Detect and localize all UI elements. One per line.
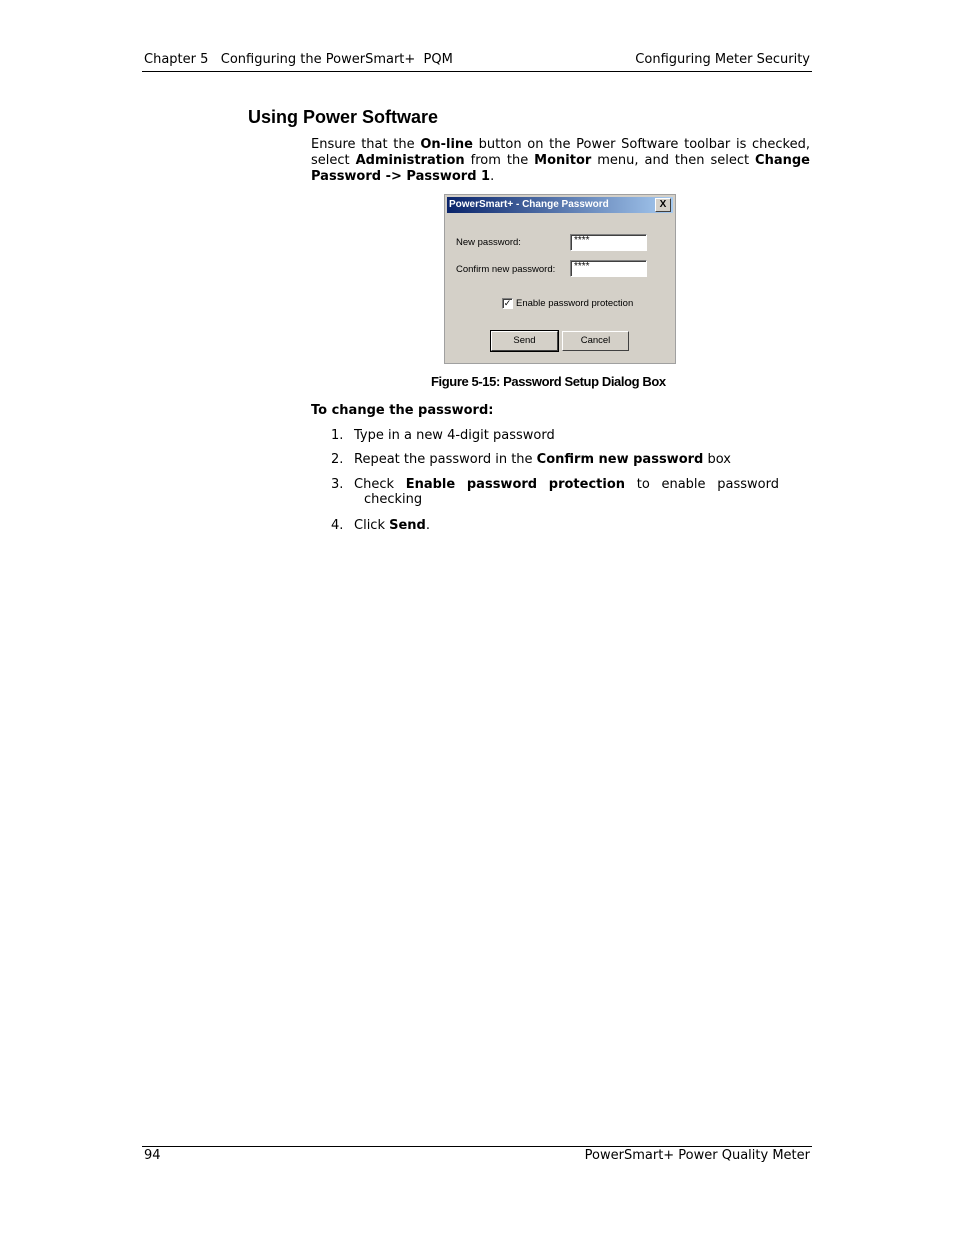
intro-text: menu, and then select [591,153,756,168]
monitor-term: Monitor [534,153,592,168]
step-text: password [717,477,779,492]
enable-protection-label: Enable password protection [516,298,634,309]
step-line [331,477,779,492]
confirm-password-label: Confirm new password: [456,264,556,275]
intro-text: . [490,169,495,184]
step-continuation: checking [364,492,423,507]
footer-title: PowerSmart+ Power Quality Meter [584,1148,810,1163]
step-text: . [425,518,430,533]
online-term: On-line [420,137,473,152]
step-number: 2. [331,452,344,467]
intro-text: from the [464,153,535,168]
section-heading: Using Power Software [248,107,439,127]
procedure-heading: To change the password: [311,403,494,418]
running-header-chapter: Chapter 5 Configuring the PowerSmart+ PQM [144,52,453,67]
intro-paragraph [311,137,810,185]
new-password-field[interactable]: **** [570,234,647,251]
step-text: enable [661,477,706,492]
running-header-section: Configuring Meter Security [635,52,810,67]
step-number: 4. [331,518,344,533]
intro-text: Ensure that the [311,137,421,152]
dialog-titlebar [447,197,673,213]
list-item [331,428,555,443]
list-item [331,518,430,533]
list-item [331,452,731,467]
header-rule [142,71,812,72]
step-text: box [703,452,731,467]
figure-caption: Figure 5-15: Password Setup Dialog Box [431,374,666,389]
step-bold: password [466,477,538,492]
footer-rule [142,1146,812,1147]
enable-protection-checkbox[interactable]: ✓ [503,298,512,308]
step-text: Type in a new 4-digit password [354,428,555,443]
step-text: to [636,477,650,492]
intro-text: button on the Power Software toolbar is checked, select [311,137,811,168]
page-number: 94 [144,1148,161,1163]
close-icon[interactable]: X [655,198,671,212]
step-number: 1. [331,428,344,443]
new-password-label: New password: [456,237,521,248]
step-bold: protection [548,477,626,492]
administration-term: Administration [355,153,465,168]
step-bold: Enable [405,477,456,492]
list-item [331,477,779,507]
change-password-dialog [444,194,676,364]
cancel-button[interactable]: Cancel [562,331,629,351]
dialog-title: PowerSmart+ - Change Password [449,199,609,210]
step-number-text: 3. [331,477,344,492]
confirm-password-field[interactable]: **** [570,260,647,277]
step-bold: Send [389,518,426,533]
step-bold: Confirm new password [536,452,704,467]
change-password-term: Change Password -> Password 1 [311,153,810,184]
step-text: Check [354,477,394,492]
step-text: Repeat the password in the [354,452,537,467]
send-button[interactable]: Send [491,331,558,351]
step-text: Click [354,518,390,533]
step-number [331,477,394,492]
